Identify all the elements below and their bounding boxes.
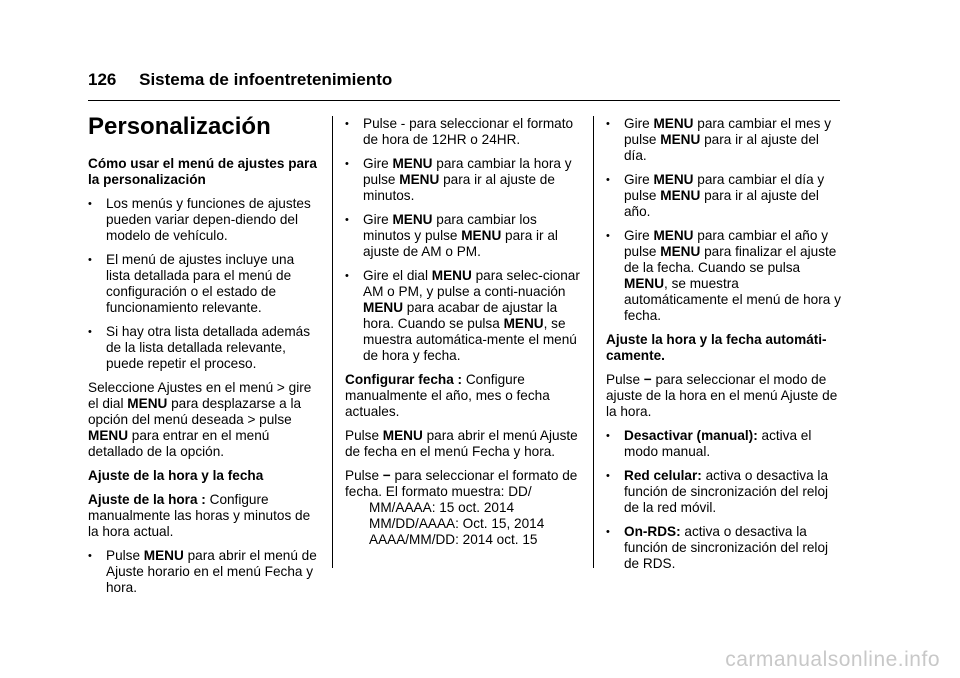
bullet-list-5	[606, 428, 842, 572]
text-run: Configure manualmente el año, mes o fecha actuales.	[345, 372, 550, 419]
column-3	[606, 116, 842, 580]
list-item	[345, 268, 582, 364]
text-run: para desplazarse a la opción del menú deseada > pulse	[88, 396, 302, 427]
text-run: Pulse	[606, 372, 644, 387]
text-run: Pulse	[345, 468, 383, 483]
text-run: Configure manualmente las horas y minutos de la hora actual.	[88, 492, 311, 539]
page-title: Personalización	[88, 113, 271, 140]
column-1	[88, 112, 320, 604]
term-label: Ajuste de la hora :	[88, 492, 206, 507]
paragraph-select-mode	[606, 372, 842, 420]
text-run: para entrar en el menú detallado de la opción.	[88, 428, 270, 459]
header-rule	[88, 100, 840, 101]
text-run: para cambiar los minutos y pulse	[363, 212, 537, 243]
bullet-list-2	[88, 548, 320, 596]
text-run: Gire	[624, 228, 654, 243]
text-run: Pulse	[345, 428, 383, 443]
menu-keyword: MENU	[653, 172, 694, 187]
bullet-list-3	[345, 116, 582, 364]
menu-keyword: MENU	[392, 156, 433, 171]
paragraph-select-settings	[88, 380, 320, 460]
list-item	[606, 468, 842, 516]
column-divider-1	[332, 116, 333, 568]
menu-keyword: MENU	[382, 428, 423, 443]
menu-keyword: MENU	[127, 396, 168, 411]
term-label: Desactivar (manual):	[624, 428, 758, 443]
menu-keyword: MENU	[653, 116, 694, 131]
text-run: Seleccione Ajustes en el menú > gire el dial	[88, 380, 312, 411]
text-run: activa o desactiva la función de sincronización del reloj de RDS.	[624, 524, 829, 571]
text-run: para ir al ajuste de AM o PM.	[363, 228, 558, 259]
text-run: Gire el dial	[363, 268, 432, 283]
column-2	[345, 116, 582, 548]
menu-keyword: MENU	[399, 172, 440, 187]
menu-keyword: MENU	[363, 300, 404, 315]
text-run: para ir al ajuste del año.	[624, 188, 819, 219]
term-label: On-RDS:	[624, 524, 681, 539]
paragraph-set-date	[345, 372, 582, 420]
bullet-list-4	[606, 116, 842, 324]
menu-keyword: MENU	[431, 268, 472, 283]
list-item	[606, 524, 842, 572]
text-run: Gire	[624, 116, 654, 131]
section-title: Sistema de infoentretenimiento	[139, 70, 393, 89]
text-run: , se muestra automáticamente el menú de hora y fecha.	[624, 276, 841, 323]
list-item	[88, 548, 320, 596]
format-option: MM/DD/AAAA: Oct. 15, 2014	[369, 516, 545, 531]
text-run: para cambiar el mes y pulse	[624, 116, 831, 147]
menu-keyword: MENU	[624, 276, 665, 291]
menu-keyword: MENU	[88, 428, 129, 443]
menu-keyword: MENU	[653, 228, 694, 243]
text-run: Pulse	[106, 548, 144, 563]
list-item: • Si hay otra lista detallada además de la lista detallada relevante, puede repetir el proceso.	[88, 324, 320, 372]
paragraph-set-time	[88, 492, 320, 540]
text-run: Gire	[624, 172, 654, 187]
page-header	[88, 70, 392, 90]
text-run: para seleccionar el formato de fecha. El formato muestra: DD/	[345, 468, 578, 499]
page-number: 126	[88, 70, 117, 89]
text-run: para cambiar el día y pulse	[624, 172, 825, 203]
menu-keyword: MENU	[143, 548, 184, 563]
list-item	[606, 172, 842, 220]
list-item: • Pulse - para seleccionar el formato de hora de 12HR o 24HR.	[345, 116, 582, 148]
text-run: para cambiar el año y pulse	[624, 228, 828, 259]
text-run: activa o desactiva la función de sincronización del reloj de la red móvil.	[624, 468, 829, 515]
text-run: activa el modo manual.	[624, 428, 812, 459]
text-run: para selec-cionar AM o PM, y pulse a conti-nuación	[363, 268, 580, 299]
paragraph-date-format	[345, 468, 582, 500]
menu-keyword: MENU	[461, 228, 502, 243]
list-item	[345, 156, 582, 204]
menu-keyword: MENU	[660, 188, 701, 203]
list-item: • El menú de ajustes incluye una lista detallada para el menú de configuración o el estado de funcionamiento relevante.	[88, 252, 320, 316]
term-label: Configurar fecha :	[345, 372, 463, 387]
subheading-automatic: Ajuste la hora y la fecha automáti-camente.	[606, 332, 827, 363]
text-run: para abrir el menú de Ajuste horario en el menú Fecha y hora.	[106, 548, 317, 595]
menu-keyword: MENU	[660, 244, 701, 259]
text-run: para cambiar la hora y pulse	[363, 156, 572, 187]
menu-keyword: MENU	[660, 132, 701, 147]
text-run: para finalizar el ajuste de la fecha. Cuando se pulsa	[624, 244, 837, 275]
minus-symbol: −	[643, 372, 652, 387]
text-run: para abrir el menú Ajuste de fecha en el menú Fecha y hora.	[345, 428, 578, 459]
column-divider-2	[593, 116, 594, 568]
watermark: carmanualsonline.info	[725, 648, 940, 671]
list-item	[345, 212, 582, 260]
text-run: Gire	[363, 212, 393, 227]
minus-symbol: −	[382, 468, 391, 483]
paragraph-open-date-menu	[345, 428, 582, 460]
term-label: Red celular:	[624, 468, 702, 483]
list-item	[606, 116, 842, 164]
format-option: AAAA/MM/DD: 2014 oct. 15	[369, 532, 538, 547]
subheading-menu-usage: Cómo usar el menú de ajustes para la personalización	[88, 156, 317, 187]
text-run: para acabar de ajustar la hora. Cuando se pulsa	[363, 300, 558, 331]
menu-keyword: MENU	[392, 212, 433, 227]
text-run: para seleccionar el modo de ajuste de la hora en el menú Ajuste de la hora.	[606, 372, 838, 419]
text-run: para ir al ajuste del día.	[624, 132, 819, 163]
bullet-list-1	[88, 196, 320, 372]
text-run: , se muestra automática-mente el menú de hora y fecha.	[363, 316, 577, 363]
list-item	[606, 428, 842, 460]
subheading-time-date: Ajuste de la hora y la fecha	[88, 468, 264, 483]
menu-keyword: MENU	[503, 316, 544, 331]
list-item: • Los menús y funciones de ajustes pueden variar depen-diendo del modelo de vehículo.	[88, 196, 320, 244]
list-item	[606, 228, 842, 324]
format-option: MM/AAAA: 15 oct. 2014	[369, 500, 515, 515]
text-run: Gire	[363, 156, 393, 171]
text-run: para ir al ajuste de minutos.	[363, 172, 555, 203]
